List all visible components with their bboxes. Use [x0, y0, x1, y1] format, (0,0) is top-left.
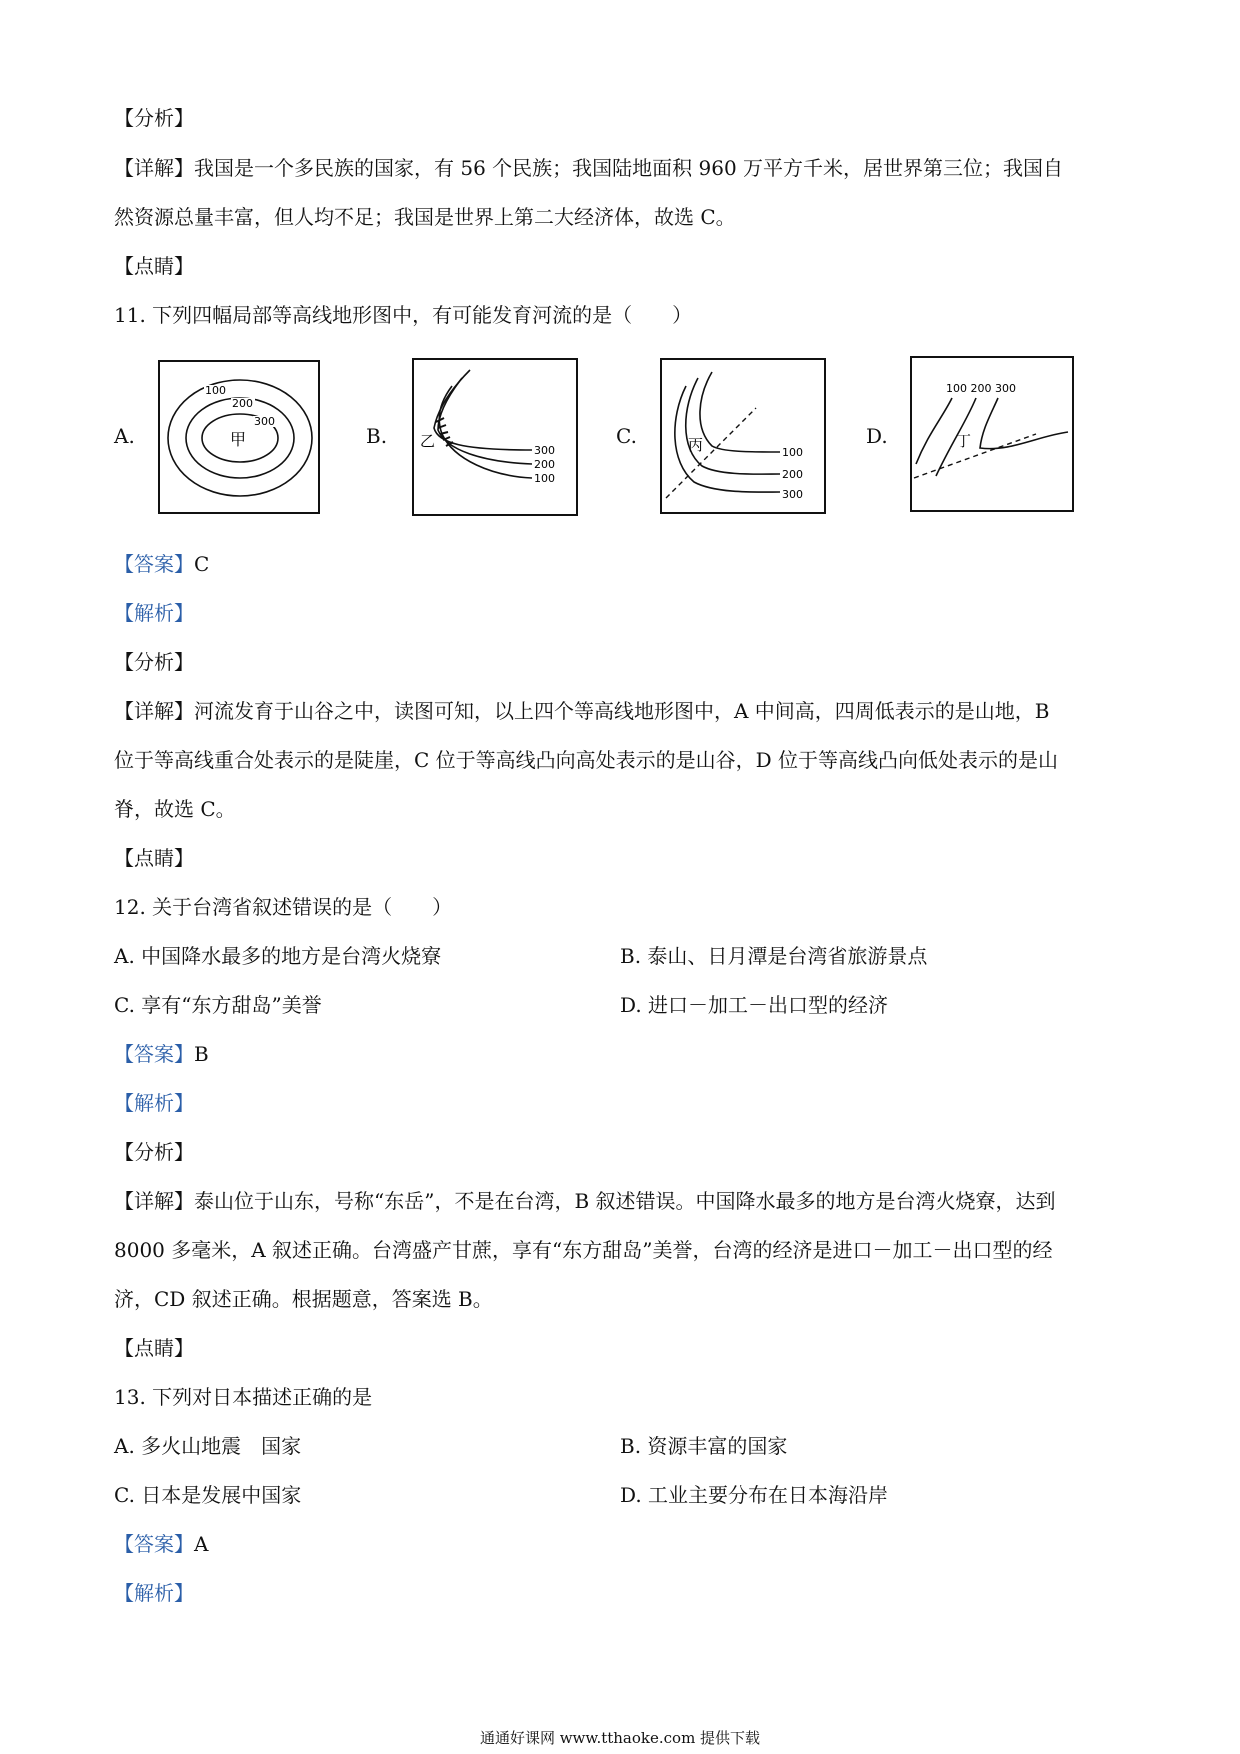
q12-analysis-heading: 【分析】: [114, 1140, 194, 1164]
label-jia: 甲: [230, 430, 247, 449]
answer-tag: 【答案】: [114, 1042, 194, 1066]
answer-value: B: [194, 1042, 209, 1066]
q11-figure-b-letter: B.: [366, 424, 388, 448]
q11-detail-line-3: 脊，故选 C。: [114, 797, 236, 821]
q11-detail-line-2: 位于等高线重合处表示的是陡崖，C 位于等高线凸向高处表示的是山谷，D 位于等高线凸向低处表示的是山: [114, 748, 1059, 772]
label-200: 200: [232, 397, 253, 410]
label-100-200-300: 100 200 300: [946, 382, 1016, 395]
label-yi: 乙: [420, 432, 436, 450]
q11-analysis-heading: 【分析】: [114, 650, 194, 674]
q13-question: 13. 下列对日本描述正确的是: [114, 1385, 373, 1409]
label-300: 300: [782, 488, 803, 501]
answer-tag: 【答案】: [114, 1532, 194, 1556]
label-ding: 丁: [956, 432, 972, 450]
q12-detail-line-1: 【详解】泰山位于山东，号称“东岳”，不是在台湾，B 叙述错误。中国降水最多的地方是台湾火烧寮，达到: [114, 1189, 1056, 1213]
label-200: 200: [534, 458, 555, 471]
q10-detail-line-2: 然资源总量丰富，但人均不足；我国是世界上第二大经济体，故选 C。: [114, 205, 736, 229]
q12-option-a: A. 中国降水最多的地方是台湾火烧寮: [114, 944, 442, 968]
label-bing: 丙: [688, 436, 704, 454]
q11-figure-c-letter: C.: [616, 424, 637, 448]
label-100: 100: [534, 472, 555, 485]
q12-option-c: C. 享有“东方甜岛”美誉: [114, 993, 322, 1017]
q11-figure-a-contour-map: [158, 360, 320, 514]
q11-figure-d-letter: D.: [866, 424, 888, 448]
q12-question: 12. 关于台湾省叙述错误的是（ ）: [114, 895, 453, 919]
label-300: 300: [534, 444, 555, 457]
q13-option-c: C. 日本是发展中国家: [114, 1483, 302, 1507]
q13-explain-heading: 【解析】: [114, 1581, 194, 1605]
q11-figure-b-contour-map: [412, 358, 578, 516]
q10-analysis-heading: 【分析】: [114, 106, 194, 130]
q13-option-a: A. 多火山地震 国家: [114, 1434, 302, 1458]
q12-comment-heading: 【点睛】: [114, 1336, 194, 1360]
label-100: 100: [205, 384, 226, 397]
q11-detail-line-1: 【详解】河流发育于山谷之中，读图可知，以上四个等高线地形图中，A 中间高，四周低表示的是山地，B: [114, 699, 1050, 723]
answer-value: C: [194, 552, 210, 576]
q10-detail-line-1: 【详解】我国是一个多民族的国家，有 56 个民族；我国陆地面积 960 万平方千米，居世界第三位；我国自: [114, 156, 1064, 180]
q10-comment-heading: 【点睛】: [114, 254, 194, 278]
q11-comment-heading: 【点睛】: [114, 846, 194, 870]
q11-question: 11. 下列四幅局部等高线地形图中，有可能发育河流的是（ ）: [114, 303, 693, 327]
q12-answer: [114, 1040, 209, 1068]
q13-option-b: B. 资源丰富的国家: [620, 1434, 788, 1458]
answer-value: A: [194, 1532, 209, 1556]
q13-option-d: D. 工业主要分布在日本海沿岸: [620, 1483, 889, 1507]
answer-tag: 【答案】: [114, 552, 194, 576]
label-300: 300: [254, 415, 275, 428]
q11-figure-a-letter: A.: [114, 424, 135, 448]
label-100: 100: [782, 446, 803, 459]
q11-figure-c-contour-map: [660, 358, 826, 514]
q12-option-b: B. 泰山、日月潭是台湾省旅游景点: [620, 944, 928, 968]
q12-explain-heading: 【解析】: [114, 1091, 194, 1115]
q11-explain-heading: 【解析】: [114, 601, 194, 625]
q11-answer: [114, 550, 209, 578]
q12-option-d: D. 进口－加工－出口型的经济: [620, 993, 889, 1017]
page-footer: 通通好课网 www.tthaoke.com 提供下载: [479, 1729, 761, 1747]
q13-answer: [114, 1530, 208, 1558]
label-200: 200: [782, 468, 803, 481]
q12-detail-line-3: 济，CD 叙述正确。根据题意，答案选 B。: [114, 1287, 493, 1311]
q11-figure-d-contour-map: [910, 356, 1074, 512]
q12-detail-line-2: 8000 多毫米，A 叙述正确。台湾盛产甘蔗，享有“东方甜岛”美誉，台湾的经济是进口－加工－出口型的经: [114, 1238, 1053, 1262]
